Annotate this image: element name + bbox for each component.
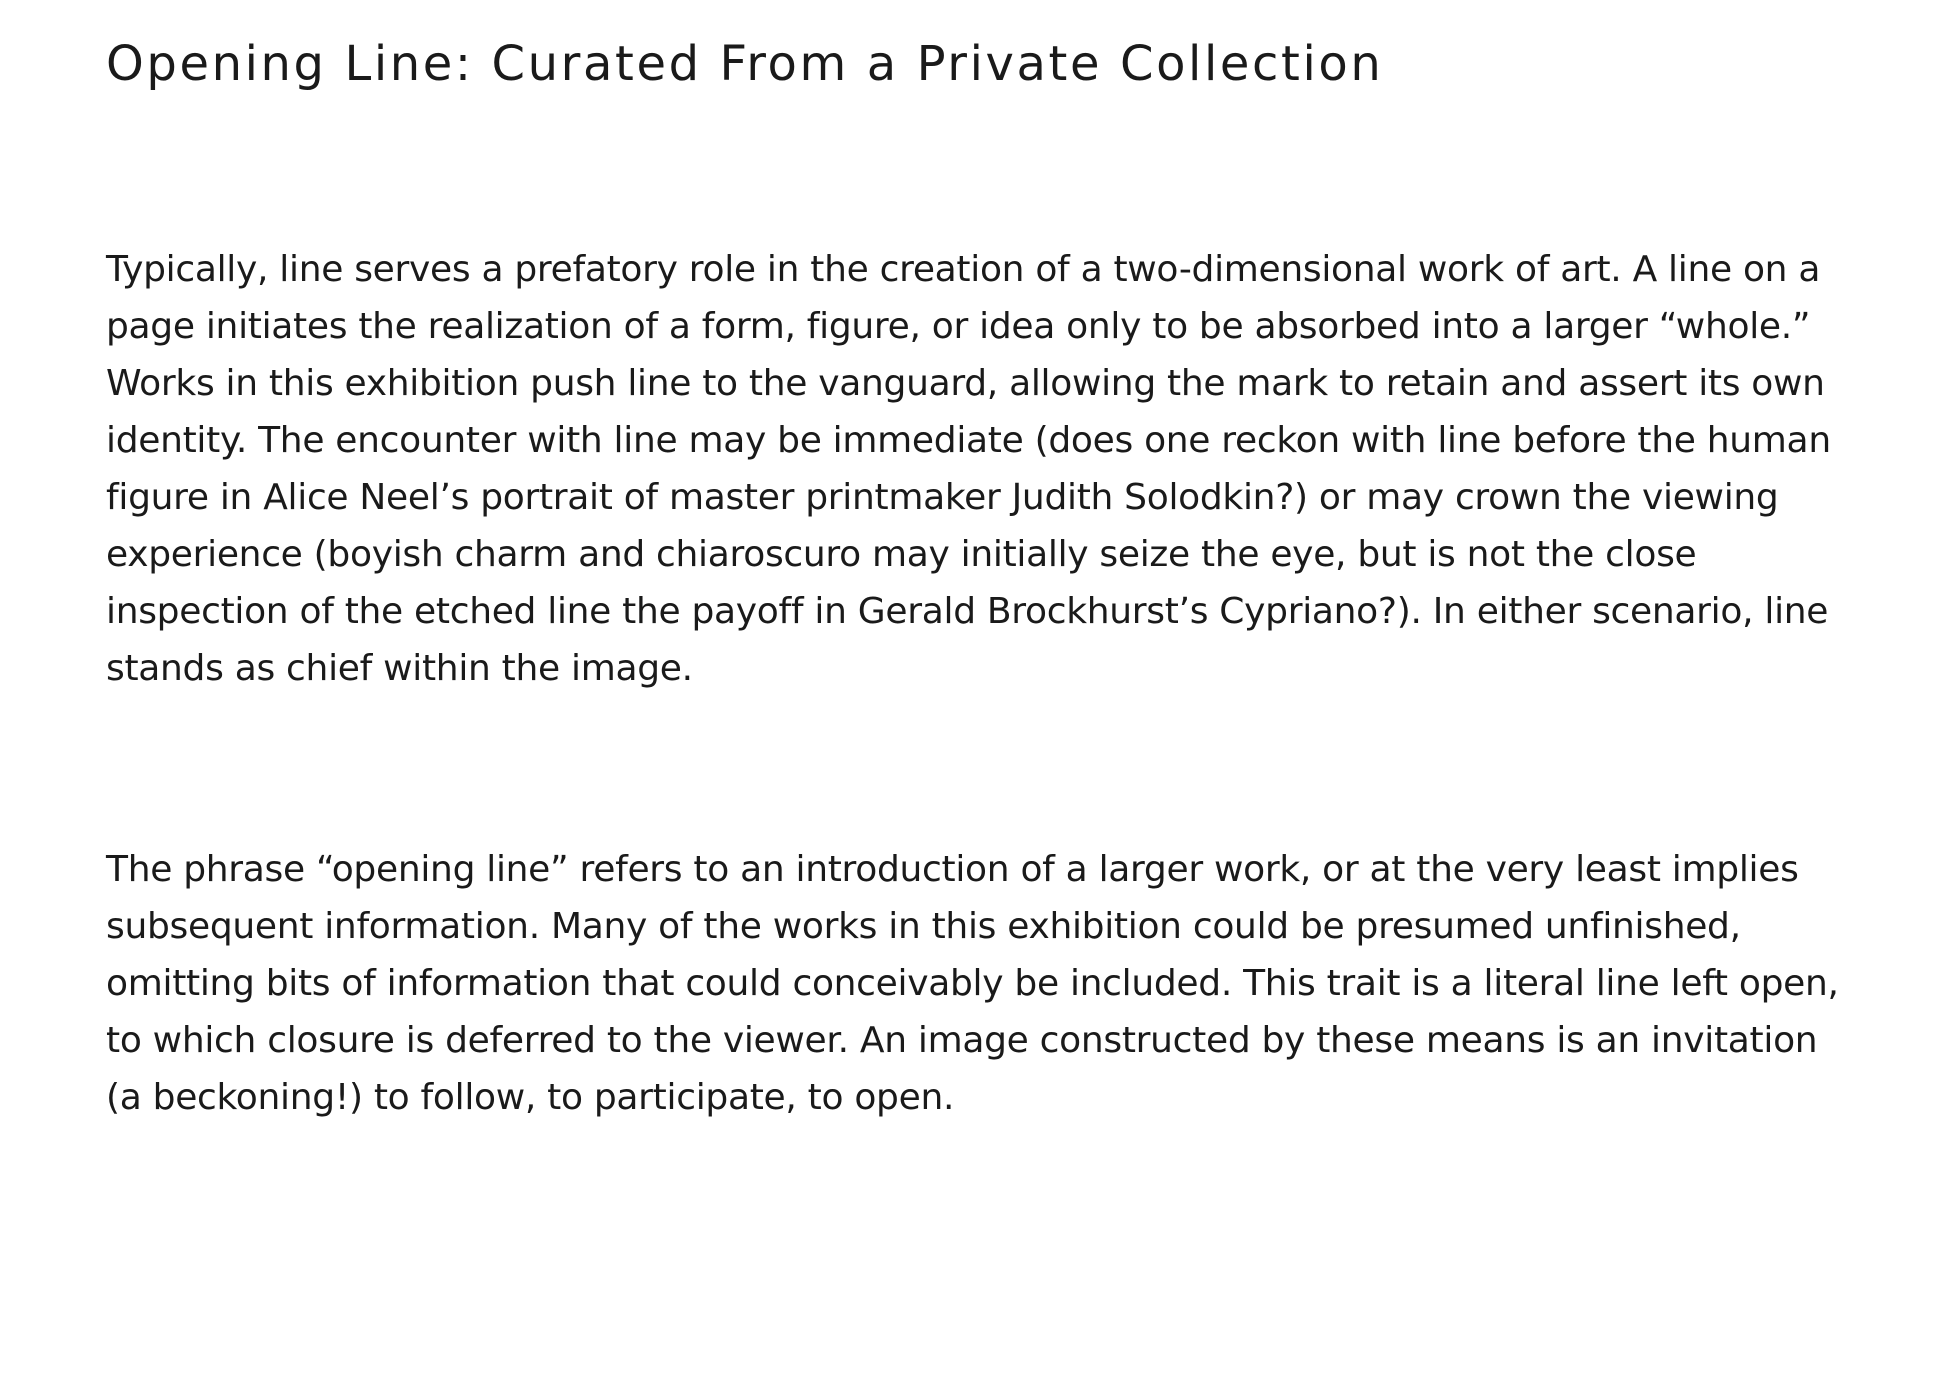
paragraph-line: Typically, line serves a prefatory role in the creation of a two-dimensional work of art. A line on a	[106, 249, 1821, 290]
paragraph-line: identity. The encounter with line may be immediate (does one reckon with line before the human	[106, 420, 1831, 461]
paragraph-line: inspection of the etched line the payoff in Gerald Brockhurst’s Cypriano?). In either scenario, line	[106, 591, 1829, 632]
paragraph-line: subsequent information. Many of the works in this exhibition could be presumed unfinished,	[106, 906, 1741, 947]
paragraph-line: figure in Alice Neel’s portrait of master printmaker Judith Solodkin?) or may crown the viewing	[106, 477, 1779, 518]
paragraph-line: to which closure is deferred to the viewer. An image constructed by these means is an invitation	[106, 1020, 1818, 1061]
paragraph-line: omitting bits of information that could conceivably be included. This trait is a literal line left open,	[106, 963, 1839, 1004]
paragraph-line: experience (boyish charm and chiaroscuro may initially seize the eye, but is not the close	[106, 534, 1697, 575]
paragraph-intro	[106, 241, 1906, 697]
paragraph-opening-line	[106, 841, 1906, 1126]
paragraph-line: The phrase “opening line” refers to an introduction of a larger work, or at the very least implies	[106, 849, 1799, 890]
paragraph-line: Works in this exhibition push line to the vanguard, allowing the mark to retain and assert its own	[106, 363, 1825, 404]
paragraph-line: page initiates the realization of a form, figure, or idea only to be absorbed into a larger “whole.”	[106, 306, 1811, 347]
paragraph-line: stands as chief within the image.	[106, 648, 693, 689]
page-title: Opening Line: Curated From a Private Collection	[106, 36, 1384, 92]
paragraph-line: (a beckoning!) to follow, to participate, to open.	[106, 1077, 955, 1118]
